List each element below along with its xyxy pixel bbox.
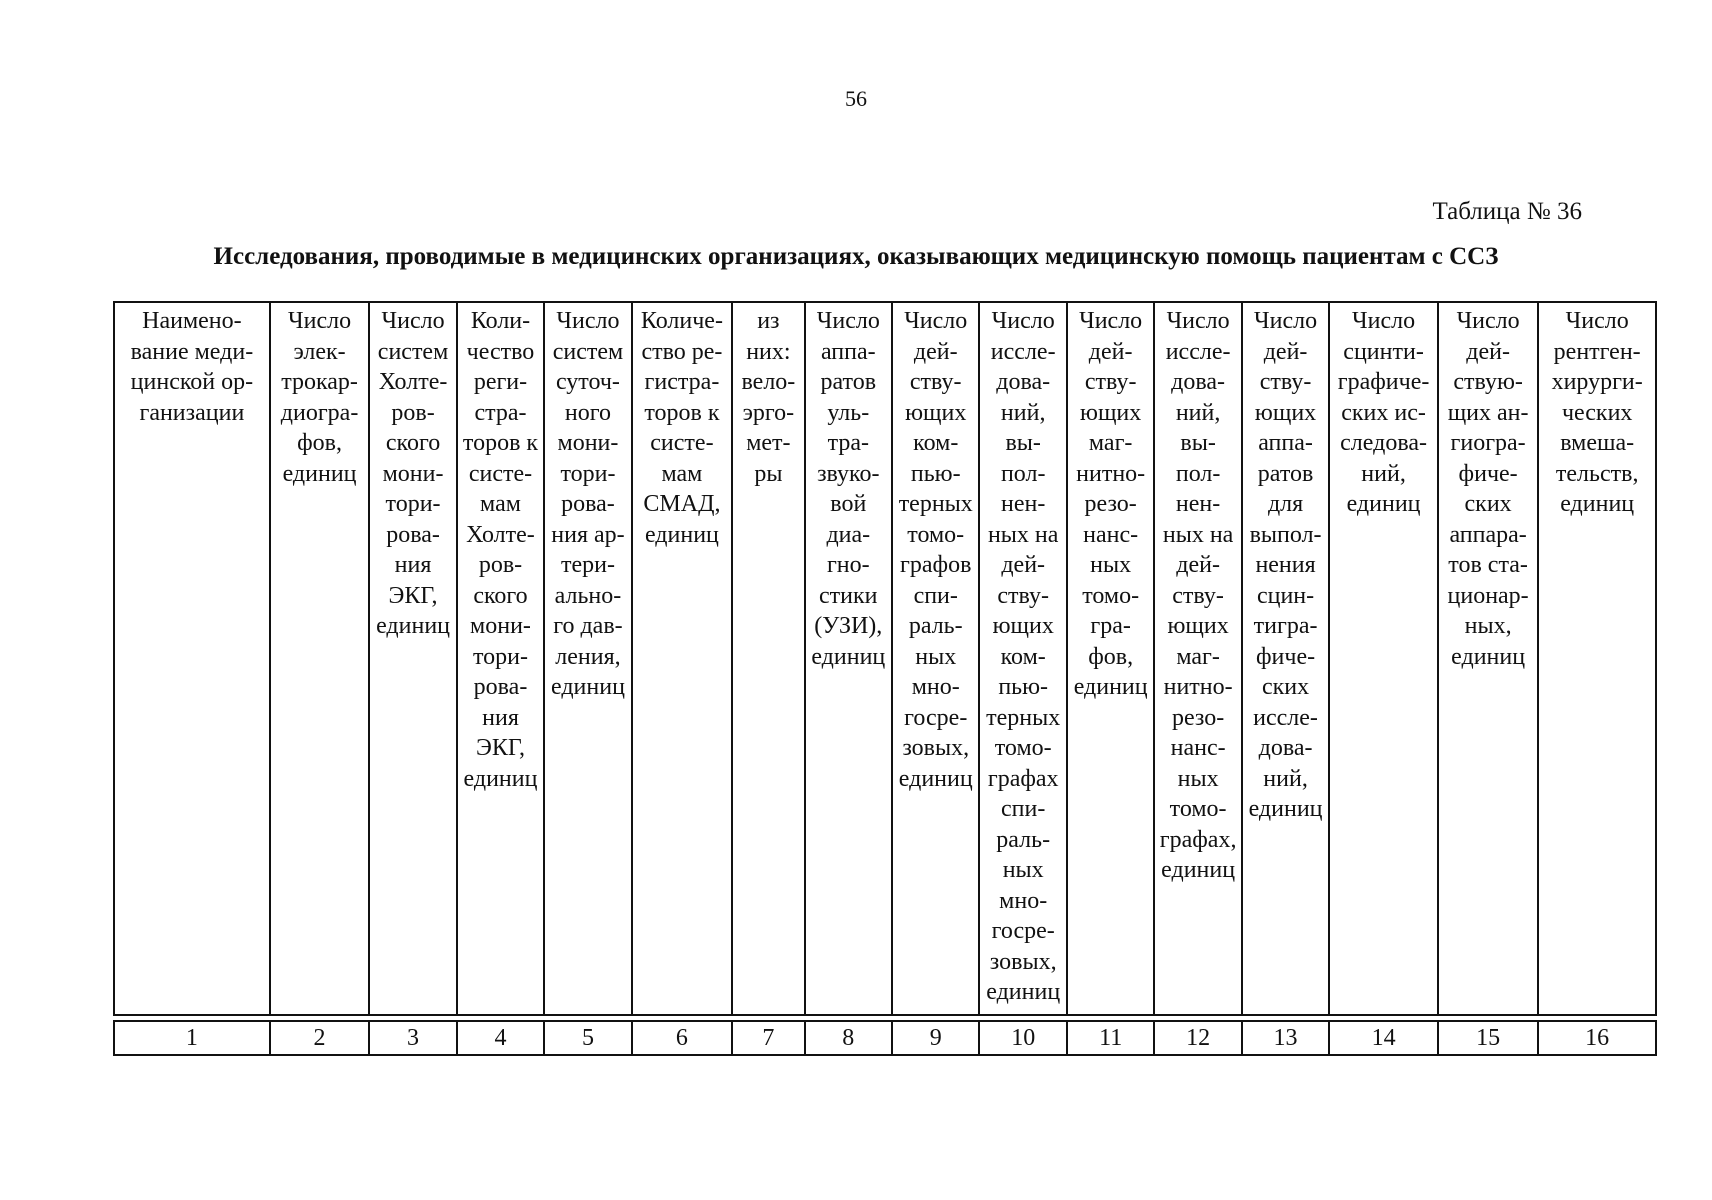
column-number: 12 bbox=[1154, 1021, 1241, 1055]
column-number: 6 bbox=[632, 1021, 733, 1055]
column-number: 14 bbox=[1329, 1021, 1438, 1055]
column-header-text: Число дей- ствую- щих ан- гиогра- фиче- ских аппара- тов ста- ционар- ных, единиц bbox=[1447, 308, 1529, 670]
column-header bbox=[979, 302, 1066, 1015]
column-header bbox=[892, 302, 979, 1015]
column-number: 15 bbox=[1438, 1021, 1539, 1055]
column-header bbox=[1438, 302, 1539, 1015]
column-header-text: Число сцинти- графиче- ских ис- следова- ний, единиц bbox=[1337, 308, 1430, 517]
column-number: 8 bbox=[805, 1021, 892, 1055]
column-header-text: Число элек- трокар- диогра- фов, единиц bbox=[280, 308, 359, 487]
column-header-text: Число дей- ству- ющих аппа- ратов для выпол- нения сцин- тигра- фиче- ских иссле- дова- ний, единиц bbox=[1248, 308, 1323, 822]
column-number: 3 bbox=[369, 1021, 456, 1055]
column-header bbox=[1154, 302, 1241, 1015]
column-number: 11 bbox=[1067, 1021, 1154, 1055]
column-header bbox=[544, 302, 631, 1015]
column-header-text: Число рентген- хирурги- ческих вмеша- тельств, единиц bbox=[1551, 308, 1643, 517]
column-header bbox=[1067, 302, 1154, 1015]
column-number: 7 bbox=[732, 1021, 804, 1055]
column-header bbox=[1538, 302, 1656, 1015]
column-header bbox=[457, 302, 544, 1015]
column-number: 16 bbox=[1538, 1021, 1656, 1055]
column-header-text: Коли- чество реги- стра- торов к систе- мам Холте- ров- ского мони- тори- рова- ния ЭКГ, единиц bbox=[462, 308, 539, 792]
table-label: Таблица № 36 bbox=[1432, 198, 1582, 225]
column-header bbox=[114, 302, 270, 1015]
column-number: 1 bbox=[114, 1021, 270, 1055]
column-header-text: Количе- ство ре- гистра- торов к систе- мам СМАД, единиц bbox=[640, 308, 723, 548]
column-number: 4 bbox=[457, 1021, 544, 1055]
table-header bbox=[113, 301, 1657, 1016]
column-header-text: Число аппа- ратов уль- тра- звуко- вой диа- гно- стики (УЗИ), единиц bbox=[811, 308, 886, 670]
column-header-text: из них: вело- эрго- мет- ры bbox=[741, 308, 796, 487]
column-number: 13 bbox=[1242, 1021, 1329, 1055]
header-row bbox=[114, 302, 1656, 1015]
column-header-text: Число дей- ству- ющих маг- нитно- резо- нанс- ных томо- гра- фов, единиц bbox=[1073, 308, 1148, 700]
table-row bbox=[114, 1021, 1656, 1055]
column-number: 10 bbox=[979, 1021, 1066, 1055]
column-header-text: Наимено- вание меди- цинской ор- ганизации bbox=[130, 308, 254, 426]
column-header bbox=[805, 302, 892, 1015]
column-header bbox=[369, 302, 456, 1015]
page-number: 56 bbox=[845, 86, 867, 111]
column-header-text: Число дей- ству- ющих ком- пью- терных томо- графов спи- раль- ных мно- госре- зовых, единиц bbox=[898, 308, 973, 792]
column-header-text: Число иссле- дова- ний, вы- пол- нен- ных на дей- ству- ющих маг- нитно- резо- нанс- ных томо- графах, единиц bbox=[1159, 308, 1237, 883]
column-header bbox=[1329, 302, 1438, 1015]
table-title: Исследования, проводимые в медицинских организациях, оказывающих медицинскую помощь пациентам с ССЗ bbox=[213, 243, 1499, 270]
column-number-row bbox=[113, 1020, 1657, 1056]
column-header-text: Число систем суточ- ного мони- тори- рова- ния ар- тери- ально- го дав- ления, единиц bbox=[550, 308, 625, 700]
column-header-text: Число иссле- дова- ний, вы- пол- нен- ных на дей- ству- ющих ком- пью- терных томо- графах спи- раль- ных мно- госре- зовых, единиц bbox=[986, 308, 1061, 1005]
column-header bbox=[632, 302, 733, 1015]
data-table bbox=[113, 301, 1657, 1056]
column-header-text: Число систем Холте- ров- ского мони- тори- рова- ния ЭКГ, единиц bbox=[376, 308, 450, 639]
column-number: 2 bbox=[270, 1021, 370, 1055]
column-header bbox=[1242, 302, 1329, 1015]
column-number: 9 bbox=[892, 1021, 979, 1055]
column-number: 5 bbox=[544, 1021, 631, 1055]
column-header bbox=[732, 302, 804, 1015]
column-header bbox=[270, 302, 370, 1015]
